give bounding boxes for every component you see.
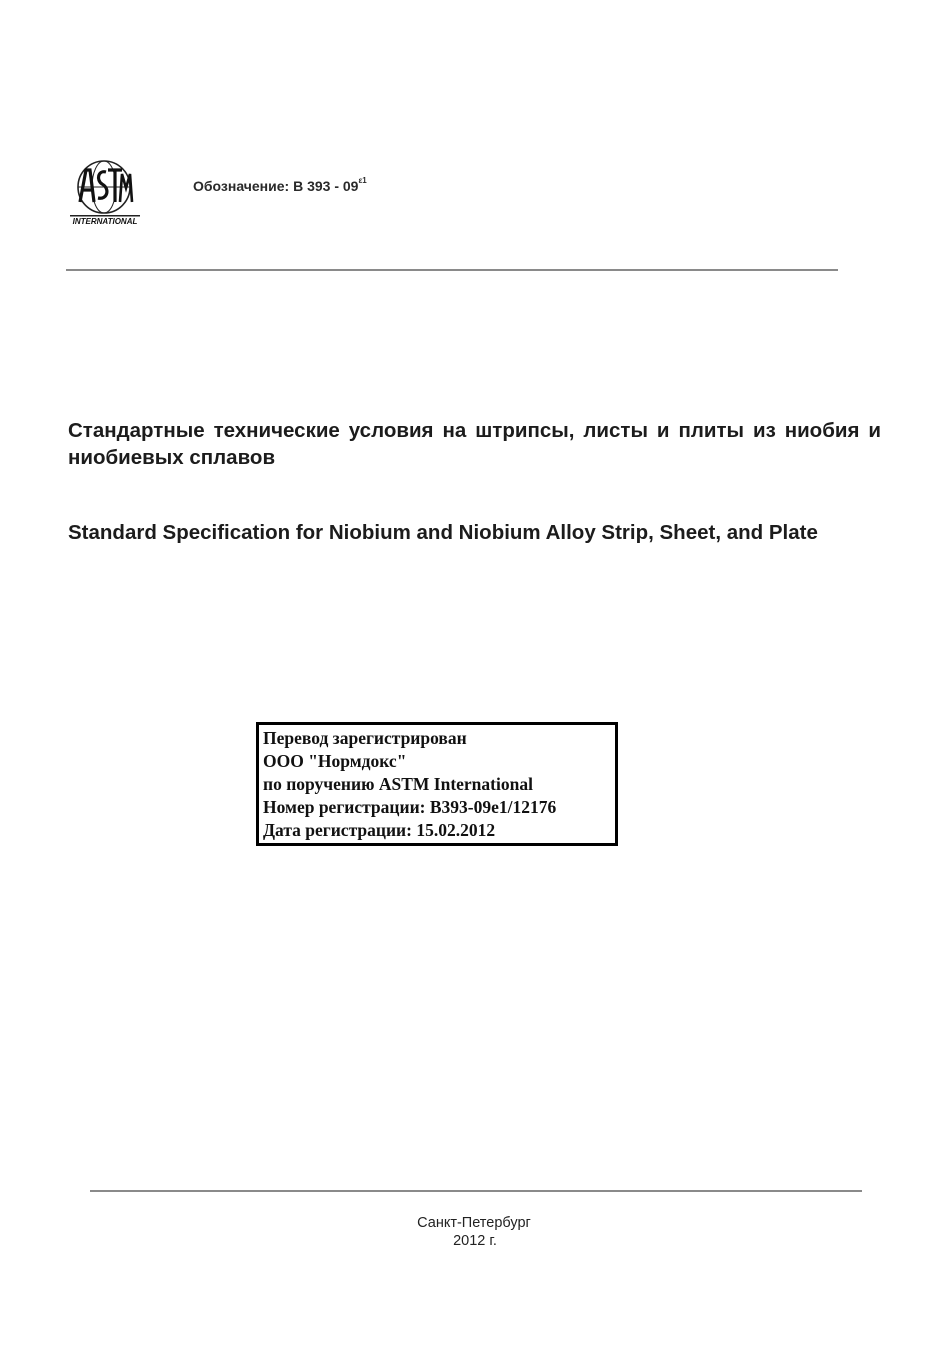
title-english: Standard Specification for Niobium and Niobium Alloy Strip, Sheet, and Plate bbox=[68, 521, 818, 544]
designation-superscript: ε1 bbox=[358, 176, 367, 186]
title-russian: Стандартные технические условия на штрипсы, листы и плиты из ниобия и ниобиевых сплавов bbox=[68, 419, 881, 469]
logo-text: INTERNATIONAL bbox=[72, 217, 138, 226]
bottom-divider bbox=[90, 1190, 862, 1192]
designation bbox=[193, 178, 367, 194]
registration-stamp bbox=[256, 722, 618, 846]
footer-city: Санкт-Петербург bbox=[417, 1215, 531, 1231]
top-divider bbox=[66, 269, 838, 271]
registration-line: ООО "Нормдокс" bbox=[263, 751, 407, 771]
astm-international-logo-icon bbox=[66, 158, 142, 228]
registration-line: по поручению ASTM International bbox=[263, 774, 533, 794]
registration-line: Номер регистрации: B393-09e1/12176 bbox=[263, 797, 557, 817]
registration-line: Перевод зарегистрирован bbox=[263, 728, 467, 748]
footer-year: 2012 г. bbox=[453, 1233, 497, 1249]
designation-text: Обозначение: B 393 - 09 bbox=[193, 178, 359, 194]
registration-line: Дата регистрации: 15.02.2012 bbox=[263, 820, 496, 840]
